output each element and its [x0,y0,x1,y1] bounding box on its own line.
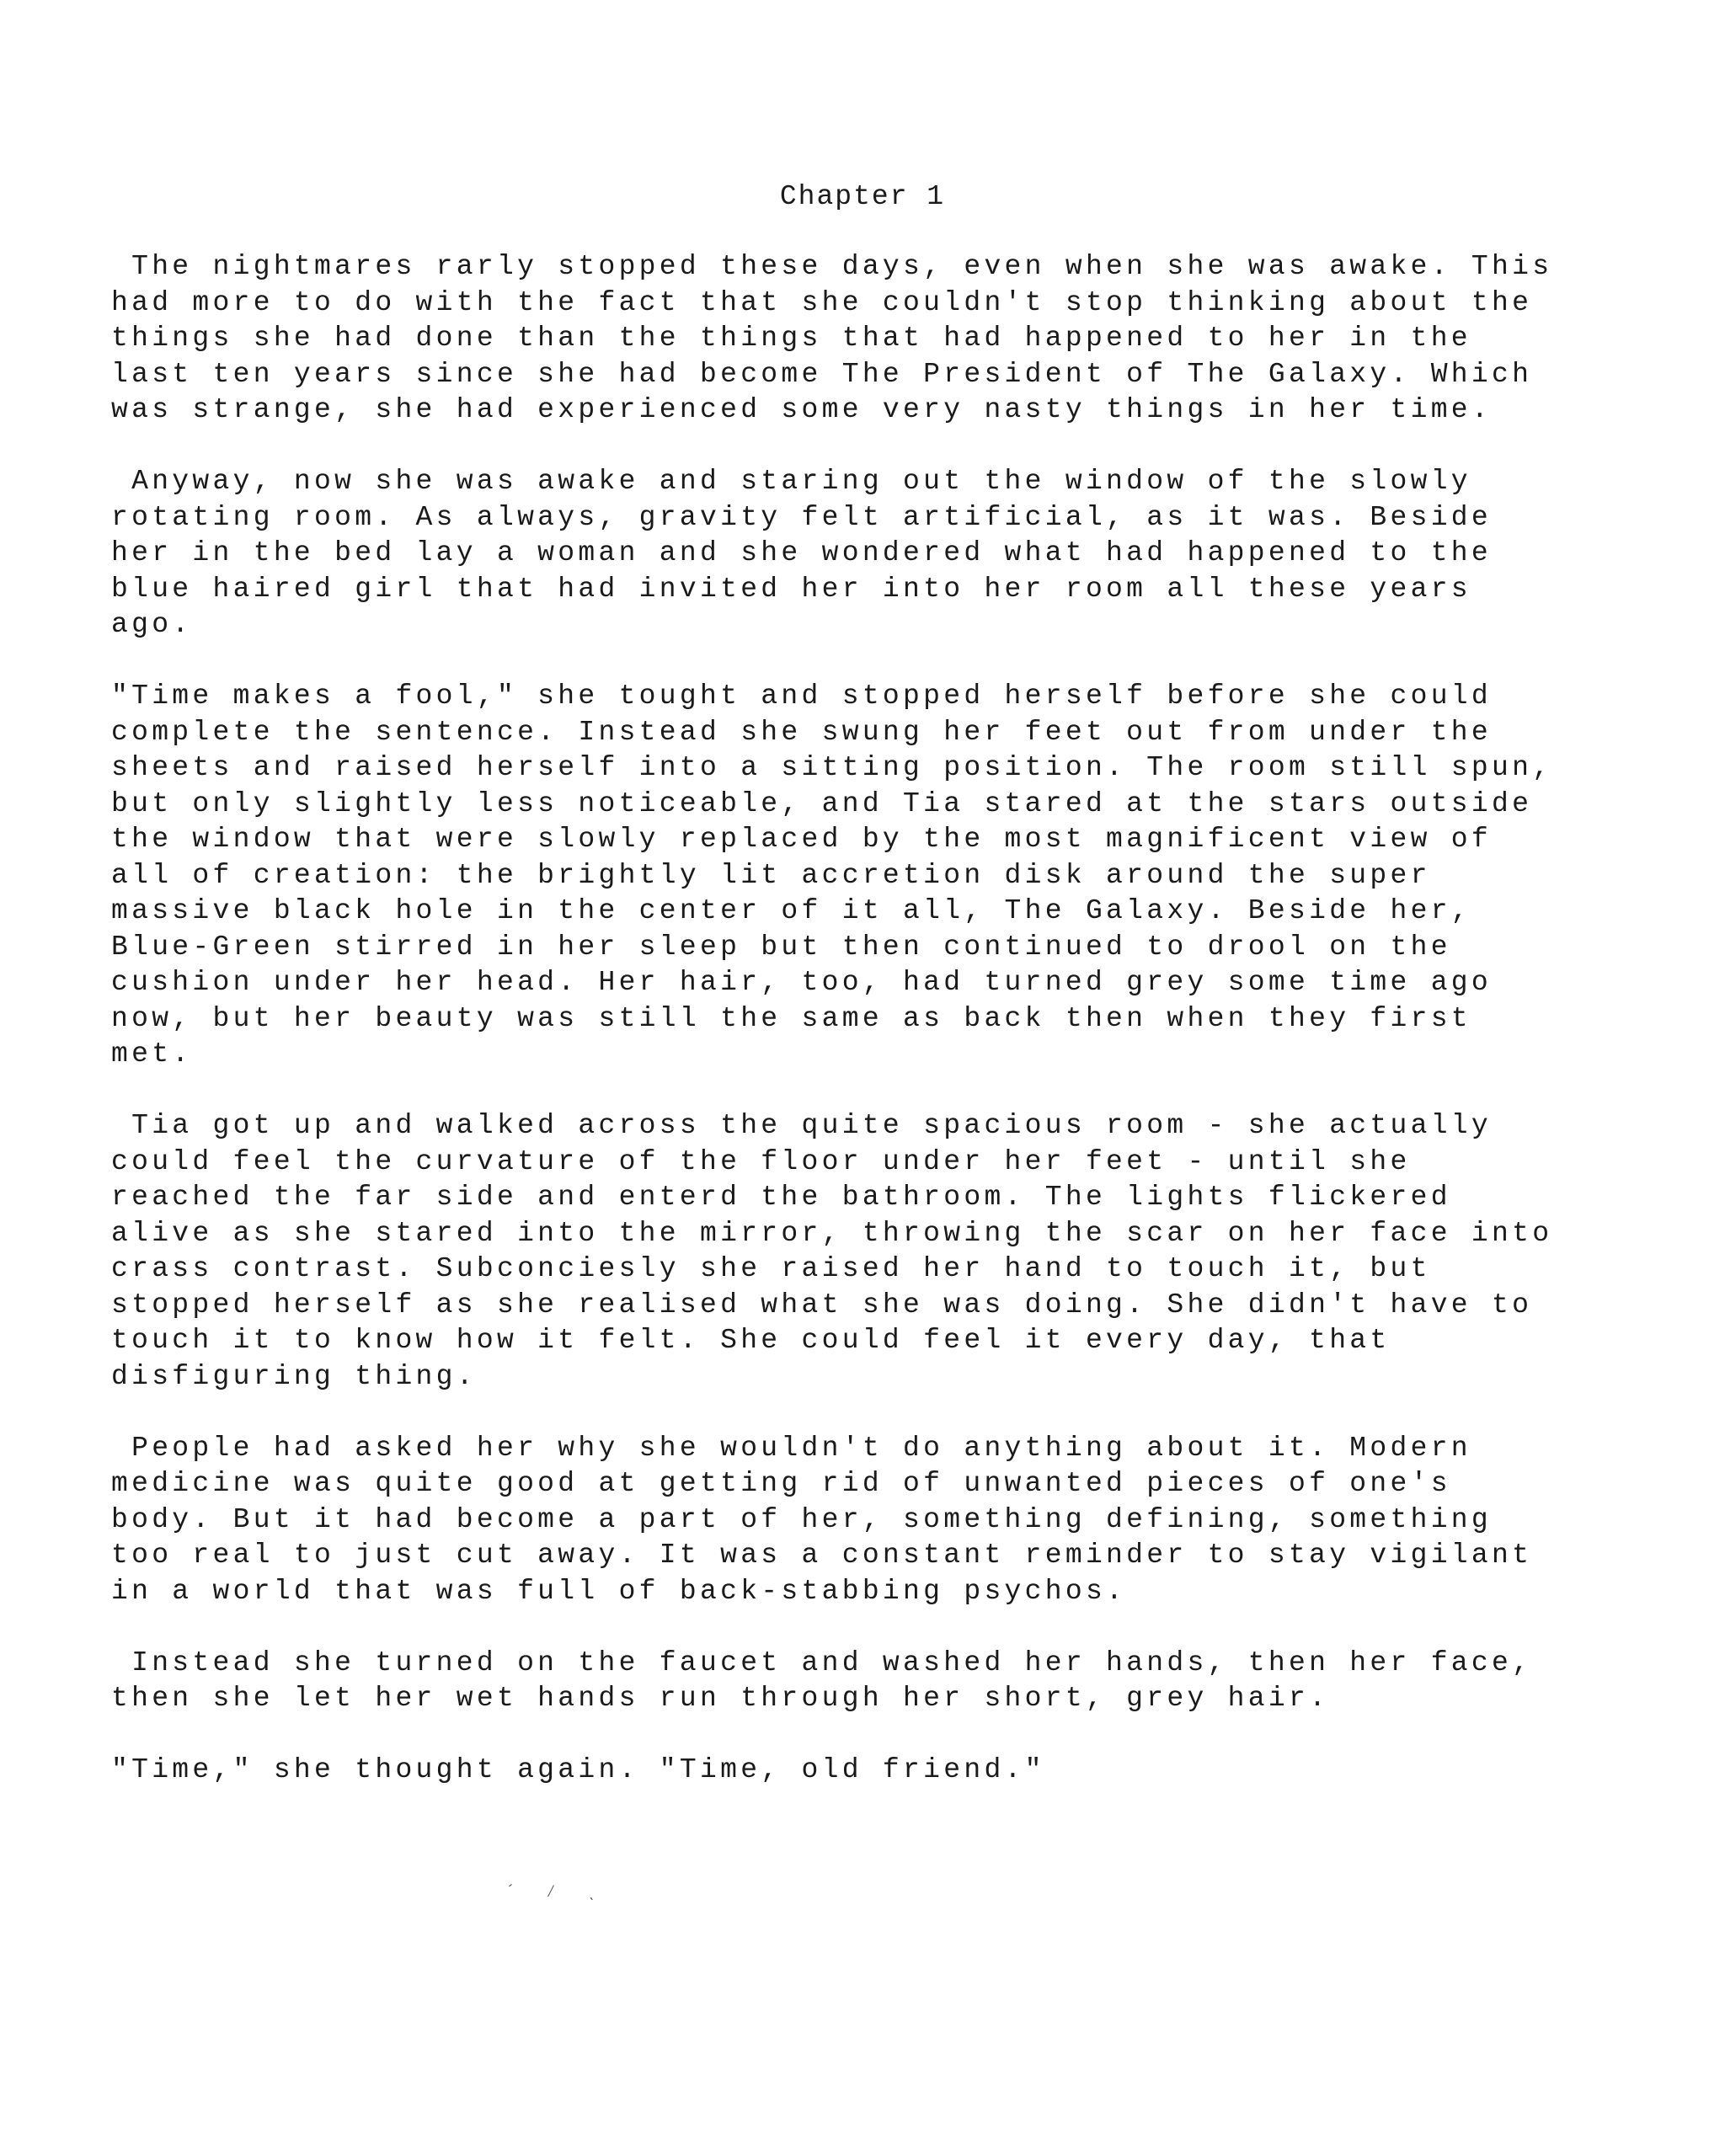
paragraph-gap [111,1073,1644,1109]
paragraph [111,1753,1644,1789]
text-line: Tia got up and walked across the quite spacious room - she actually [111,1110,1493,1141]
text-line: her in the bed lay a woman and she wondered what had happened to the [111,537,1493,568]
paragraph [111,249,1644,429]
text-line: Blue-Green stirred in her sleep but then continued to drool on the [111,931,1451,963]
text-line: body. But it had become a part of her, something defining, something [111,1503,1493,1535]
text-line: blue haired girl that had invited her into her room all these years [111,573,1471,605]
text-line: The nightmares rarly stopped these days, even when she was awake. This [111,251,1553,282]
text-line: was strange, she had experienced some very nasty things in her time. [111,394,1493,425]
paragraph-gap [111,1717,1644,1753]
text-line: last ten years since she had become The President of The Galaxy. Which [111,358,1533,390]
paragraph-gap [111,1609,1644,1646]
text-line: then she let her wet hands run through her short, grey hair. [111,1683,1330,1714]
text-line: reached the far side and enterd the bathroom. The lights flickered [111,1182,1451,1213]
text-line: too real to just cut away. It was a constant reminder to stay vigilant [111,1540,1533,1571]
text-line: could feel the curvature of the floor under her feet - until she [111,1145,1411,1177]
paragraph [111,679,1644,1073]
text-line: in a world that was full of back-stabbing psychos. [111,1575,1127,1607]
text-line: cushion under her head. Her hair, too, had turned grey some time ago [111,967,1493,998]
text-line: Instead she turned on the faucet and washed her hands, then her face, [111,1646,1533,1678]
text-line: "Time makes a fool," she tought and stopped herself before she could [111,680,1493,712]
text-line: People had asked her why she wouldn't do anything about it. Modern [111,1432,1471,1464]
text-line: the window that were slowly replaced by the most magnificent view of [111,824,1493,855]
paragraph [111,464,1644,643]
text-line: Anyway, now she was awake and staring out the window of the slowly [111,466,1471,497]
text-line: touch it to know how it felt. She could feel it every day, that [111,1325,1391,1356]
text-line: alive as she stared into the mirror, throwing the scar on her face into [111,1217,1553,1249]
text-line: now, but her beauty was still the same as back then when they first [111,1002,1471,1034]
chapter-title: Chapter 1 [779,181,946,212]
text-line: sheets and raised herself into a sitting position. The room still spun, [111,752,1553,783]
paragraph [111,1108,1644,1395]
text-line: stopped herself as she realised what she was doing. She didn't have to [111,1289,1533,1321]
text-line: crass contrast. Subconciesly she raised her hand to touch it, but [111,1253,1431,1284]
paragraph [111,1431,1644,1610]
text-line: all of creation: the brightly lit accretion disk around the super [111,859,1431,891]
paragraph-gap [111,643,1644,680]
paragraph-gap [111,429,1644,465]
text-line: met. [111,1038,193,1070]
text-line: complete the sentence. Instead she swung her feet out from under the [111,716,1493,748]
text-line: had more to do with the fact that she couldn't stop thinking about the [111,286,1533,318]
text-line: rotating room. As always, gravity felt artificial, as it was. Beside [111,501,1493,533]
text-line: but only slightly less noticeable, and Tia stared at the stars outside [111,787,1533,819]
paragraph-gap [111,1395,1644,1431]
scan-specks: ´ ⁄ ˎ [505,1883,607,1903]
text-line: massive black hole in the center of it all, The Galaxy. Beside her, [111,895,1471,926]
text-line: medicine was quite good at getting rid of unwanted pieces of one's [111,1468,1451,1499]
paragraph [111,1646,1644,1717]
text-line: things she had done than the things that had happened to her in the [111,323,1471,354]
text-line: ago. [111,609,193,640]
story-text [111,249,1644,1789]
text-line: "Time," she thought again. "Time, old friend." [111,1754,1045,1785]
text-line: disfiguring thing. [111,1360,477,1392]
